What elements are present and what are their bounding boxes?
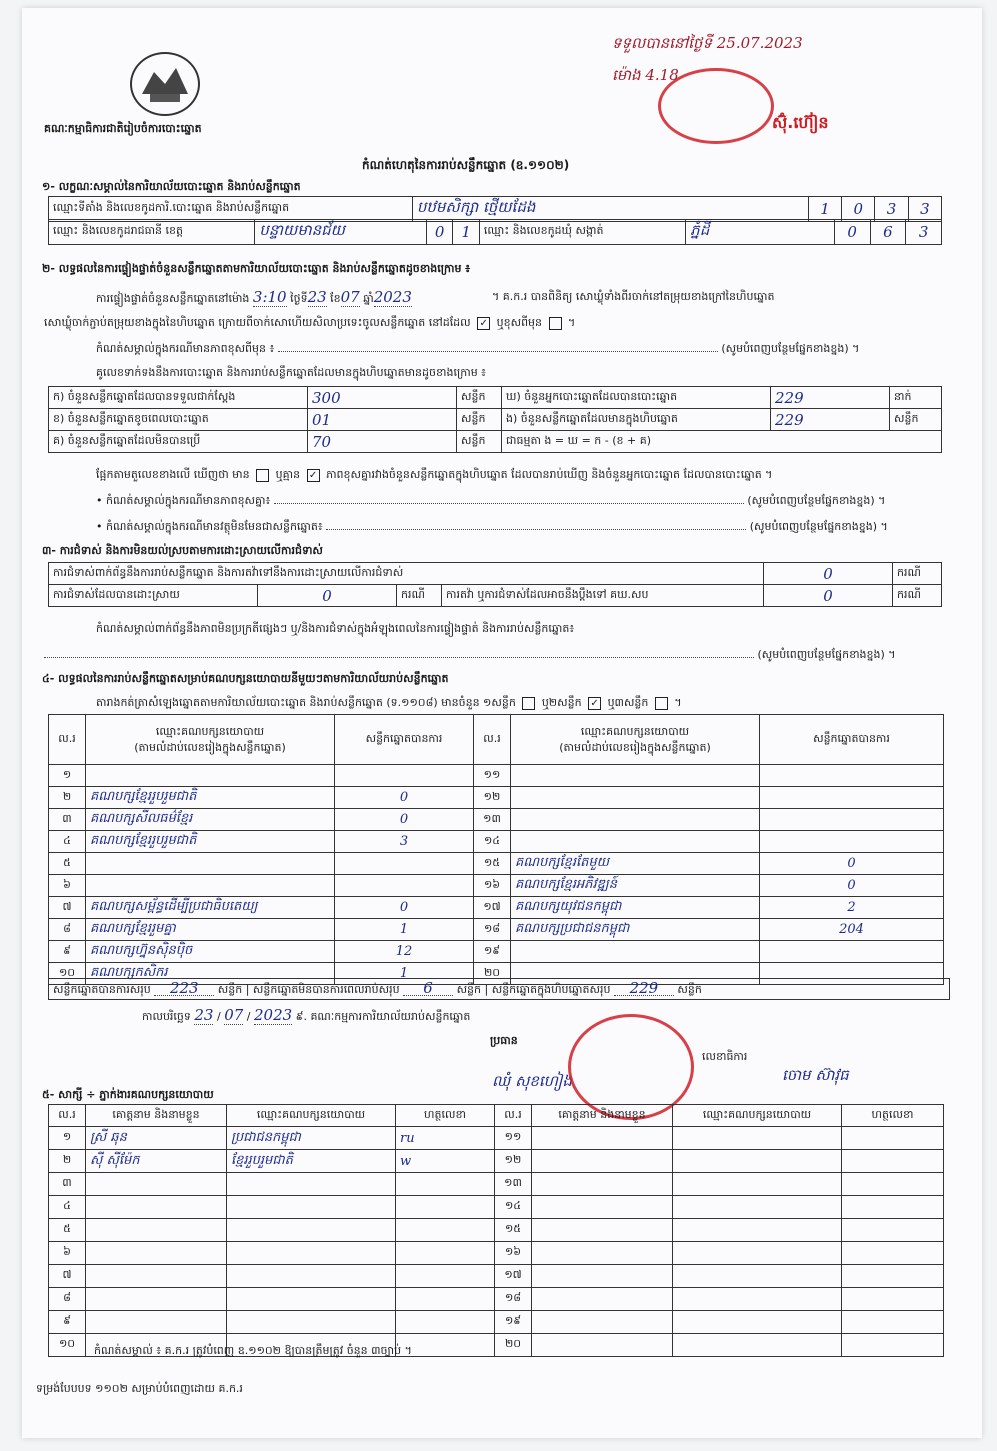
col-no: ល.រ: [49, 715, 86, 765]
totals-line: សន្លឹកឆ្នោតបានការសរុប 223 សន្លឹក | សន្លឹកឆ្នោតមិនបានការពេលរាប់សរុប 6 សន្លឹក | សន្លឹកឆ្នោតក្នុងហិបឆ្នោតសរុប 229 សន្លឹក: [48, 978, 950, 1000]
resolved-label: ការជំទាស់ដែលបានដោះស្រាយ: [49, 585, 258, 607]
diff-note: កំណត់សម្គាល់ក្នុងករណីមានភាពខុសពីមុន ៖ (សូមបំពេញបន្ថែមផ្នែកខាងខ្នង) ។: [96, 342, 860, 355]
party-no: ៨: [49, 919, 86, 941]
chair-label: ប្រធាន: [490, 1034, 518, 1047]
count-unit: សន្លឹក: [457, 387, 502, 409]
col-votes: សន្លឹកឆ្នោតបានការ: [335, 715, 474, 765]
witness-no: ៧: [49, 1265, 86, 1288]
results-row: [49, 897, 944, 919]
verify-line1-suffix: ។ គ.ក.រ បានពិនិត្យ សោឃ្លុំទាំងពីរចាក់នៅតម្រុយខាងក្រៅនៃហិបឆ្នោត: [492, 290, 775, 303]
party-name: [511, 765, 760, 787]
witness-name: [86, 1196, 227, 1219]
witness-no: ៨: [49, 1288, 86, 1311]
col-no: ល.រ: [474, 715, 511, 765]
count-label: គ) ចំនួនសន្លឹកឆ្នោតដែលមិនបានប្រើ: [49, 431, 308, 453]
witness-row: [49, 1288, 944, 1311]
witness-row: [49, 1219, 944, 1242]
party-name: [511, 941, 760, 963]
code-digit: 1: [808, 197, 841, 222]
two-sheet-checkbox[interactable]: ✓: [588, 697, 601, 710]
note1: • កំណត់សម្គាល់ក្នុងករណីមានភាពខុសគ្នា៖ (សូមបំពេញបន្ថែមផ្នែកខាងខ្នង) ។: [96, 494, 886, 507]
party-no: ១៤: [474, 831, 511, 853]
witness-row: [49, 1196, 944, 1219]
witness-party: [227, 1173, 396, 1196]
party-no: ១៦: [474, 875, 511, 897]
party-name: គណបក្សហ្វ៊ុនស៊ិនប៉ិច: [86, 941, 335, 963]
note2: • កំណត់សម្គាល់ក្នុងករណីមានវត្ថុមិនមែនជាសន្លឹកឆ្នោត៖ (សូមបំពេញបន្ថែមផ្នែកខាងខ្នង) ។: [96, 520, 888, 533]
resolved-value: 0: [258, 585, 397, 607]
witness-no: ២០: [495, 1334, 532, 1357]
code-digit: 3: [908, 197, 941, 222]
witness-sign: [396, 1265, 495, 1288]
party-no: ២: [49, 787, 86, 809]
col-name: គោត្តនាម និងនាមខ្លួន: [532, 1105, 673, 1127]
witness-no: ១០: [49, 1334, 86, 1357]
count-unit: សន្លឹក: [890, 409, 942, 431]
results-row: [49, 941, 944, 963]
witness-party: [227, 1288, 396, 1311]
party-no: ៧: [49, 897, 86, 919]
party-votes: 0: [335, 787, 474, 809]
witness-name: [532, 1173, 673, 1196]
witness-sign: [842, 1196, 944, 1219]
count-value: 229: [771, 387, 890, 409]
witness-no: ១២: [495, 1150, 532, 1173]
commune-label: ឈ្មោះ និងលេខកូដឃុំ សង្កាត់: [479, 220, 685, 245]
witness-party: [673, 1265, 842, 1288]
col-party: ឈ្មោះគណបក្សនយោបាយ: [227, 1105, 396, 1127]
party-name: គណបក្សខ្មែរអភិវឌ្ឍន៍: [511, 875, 760, 897]
witness-party: ប្រជាជនកម្ពុជា: [227, 1127, 396, 1150]
party-votes: [760, 809, 944, 831]
party-votes: [760, 941, 944, 963]
results-row: [49, 787, 944, 809]
party-votes: 2: [760, 897, 944, 919]
secretary-label: លេខាធិការ: [702, 1050, 748, 1063]
verify-line2: សោឃ្លុំចាក់ភ្ជាប់តម្រុយខាងក្នុងនៃហិបឆ្នោត ក្រោយពីចាក់សោហើយសិលាប្រទេះចូលសន្លឹកឆ្នោត នៅដដែល ✓ ឬខុសពីមុន ។: [44, 316, 576, 329]
party-votes: 1: [335, 919, 474, 941]
party-name: គណបក្សកសិករ: [86, 963, 335, 985]
party-votes: [760, 787, 944, 809]
results-row: [49, 831, 944, 853]
witness-party: [227, 1196, 396, 1219]
form-title: កំណត់ហេតុនៃការរាប់សន្លឹកឆ្នោត (ឧ.១១០២): [362, 158, 570, 172]
verify-line1: ការផ្ទៀងផ្ទាត់ចំនួនសន្លឹកឆ្នោតនៅម៉ោង 3:10 ថ្ងៃទី23 ខែ07 ឆ្នាំ2023: [96, 288, 412, 306]
polling-station-label: ឈ្មោះទីតាំង និងលេខកូដការិ.បោះឆ្នោត និងរាប់សន្លឹកឆ្នោត: [49, 197, 413, 222]
formula: ជាធម្មតា ង = ឃ = ក - (ខ + គ): [502, 431, 942, 453]
col-no: ល.រ: [49, 1105, 86, 1127]
province-code: 0: [426, 220, 453, 245]
witness-name: ស្រី ឆុន: [86, 1127, 227, 1150]
commune-code: 0: [834, 220, 870, 245]
party-name: គណបក្សសីលធម៌ខ្មែរ: [86, 809, 335, 831]
witness-no: ៣: [49, 1173, 86, 1196]
witness-row: [49, 1150, 944, 1173]
count-label: ក) ចំនួនសន្លឹកឆ្នោតដែលបានទទួលជាក់ស្តែង: [49, 387, 308, 409]
form-id: ទម្រង់បែបបទ ១១០២ សម្រាប់បំពេញដោយ គ.ក.រ: [36, 1382, 243, 1395]
party-votes: [760, 765, 944, 787]
witness-party: [673, 1311, 842, 1334]
party-no: ១៨: [474, 919, 511, 941]
party-name: [86, 765, 335, 787]
witness-no: ១១: [495, 1127, 532, 1150]
objection-label: ការជំទាស់ពាក់ព័ន្ធនឹងការរាប់សន្លឹកឆ្នោត និងការតវ៉ាទៅនឹងការដោះស្រាយលើការជំទាស់: [49, 563, 764, 585]
counts-table: [48, 386, 942, 453]
party-name: គណបក្សប្រជាជនកម្ពុជា: [511, 919, 760, 941]
witness-name: [532, 1150, 673, 1173]
witness-name: [532, 1219, 673, 1242]
witness-party: [227, 1311, 396, 1334]
party-no: ១១: [474, 765, 511, 787]
witness-party: [673, 1196, 842, 1219]
section1-heading: ១- លក្ខណៈសម្គាល់នៃការិយាល័យបោះឆ្នោត និងរាប់សន្លឹកឆ្នោត: [42, 180, 301, 193]
code-digit: 0: [842, 197, 875, 222]
witness-party: [673, 1219, 842, 1242]
section5-heading: ៥- សាក្សី ÷ ភ្នាក់ងារគណបក្សនយោបាយ: [42, 1088, 214, 1101]
party-no: ១០: [49, 963, 86, 985]
same-checkbox[interactable]: ✓: [477, 317, 490, 330]
appeal-value: 0: [764, 585, 893, 607]
party-name: គណបក្សខ្មែររួមគ្នា: [86, 919, 335, 941]
witness-no: ១៤: [495, 1196, 532, 1219]
witness-sign: [842, 1173, 944, 1196]
footer-note: កំណត់សម្គាល់ ៖ គ.ក.រ ត្រូវបំពេញ ឧ.១១០២ ឱ្យបានត្រឹមត្រូវ ចំនួន ៣ច្បាប់ ។: [94, 1344, 412, 1357]
party-no: ៥: [49, 853, 86, 875]
section4-heading: ៤- លទ្ធផលនៃការរាប់សន្លឹកឆ្នោតសម្រាប់គណបក្សនយោបាយនីមួយៗតាមការិយាល័យរាប់សន្លឹកឆ្នោត: [42, 672, 449, 685]
province-label: ឈ្មោះ និងលេខកូដរាជធានី ខេត្ត: [49, 220, 255, 245]
witness-sign: [842, 1242, 944, 1265]
witness-name: ស៊ី ស៊ីម៉ែក: [86, 1150, 227, 1173]
party-votes: [335, 765, 474, 787]
count-unit: សន្លឹក: [457, 409, 502, 431]
witness-sign: [842, 1127, 944, 1150]
party-name: គណបក្សសម្ព័ន្ធដើម្បីប្រជាធិបតេយ្យ: [86, 897, 335, 919]
document-sheet: [22, 8, 982, 1438]
count-value: 300: [308, 387, 457, 409]
witness-row: [49, 1173, 944, 1196]
witness-no: ១: [49, 1127, 86, 1150]
results-row: [49, 919, 944, 941]
col-name: គោត្តនាម និងនាមខ្លួន: [86, 1105, 227, 1127]
party-no: ២០: [474, 963, 511, 985]
count-value: 01: [308, 409, 457, 431]
party-no: ៦: [49, 875, 86, 897]
count-label: ង) ចំនួនសន្លឹកឆ្នោតដែលមានក្នុងហិបឆ្នោត: [502, 409, 771, 431]
results-row: [49, 875, 944, 897]
witness-name: [86, 1219, 227, 1242]
witness-name: [532, 1311, 673, 1334]
objections-table: [48, 562, 942, 607]
party-votes: 0: [335, 897, 474, 919]
col-sign: ហត្ថលេខា: [842, 1105, 944, 1127]
irregularity-note: កំណត់សម្គាល់ពាក់ព័ន្ធនឹងភាពមិនប្រក្រតីផ្សេងៗ ឬ/និងការជំទាស់ក្នុងអំឡុងពេលនៃការផ្ទៀងផ្ទាត់ និងការរាប់សន្លឹកឆ្នោត៖: [96, 622, 575, 635]
party-no: ១៥: [474, 853, 511, 875]
results-table: [48, 714, 944, 985]
stamp-name: ស៊ុំ.ហ៊ៀន: [772, 113, 829, 132]
commune-code: 3: [906, 220, 942, 245]
province-value: បន្ទាយមានជ័យ: [255, 220, 427, 245]
witness-name: [86, 1173, 227, 1196]
witness-party: [673, 1173, 842, 1196]
witness-row: [49, 1242, 944, 1265]
witness-row: [49, 1311, 944, 1334]
col-party: ឈ្មោះគណបក្សនយោបាយ (តាមលំដាប់លេខរៀងក្នុងសន្លឹកឆ្នោត): [511, 715, 760, 765]
party-votes: [335, 875, 474, 897]
resolved-unit: ករណី: [397, 585, 442, 607]
party-name: គណបក្សយុវជនកម្ពុជា: [511, 897, 760, 919]
witness-name: [532, 1196, 673, 1219]
witness-sign: [842, 1311, 944, 1334]
witness-name: [532, 1288, 673, 1311]
witness-party: [227, 1265, 396, 1288]
party-name: [511, 831, 760, 853]
party-no: ១៣: [474, 809, 511, 831]
one-sheet-checkbox[interactable]: [522, 697, 535, 710]
count-label: ឃ) ចំនួនអ្នកបោះឆ្នោតដែលបានបោះឆ្នោត: [502, 387, 771, 409]
different-checkbox[interactable]: [549, 317, 562, 330]
witness-no: ១៥: [495, 1219, 532, 1242]
witness-party: ខ្មែររួបរួមជាតិ: [227, 1150, 396, 1173]
chair-signature: ឈុំ សុខហៀង: [492, 1072, 572, 1090]
date-line: កាលបរិច្ឆេទ 23 / 07 / 2023 ៩. គណៈកម្មការការិយាល័យរាប់សន្លឹកឆ្នោត: [142, 1006, 471, 1024]
count-value: 70: [308, 431, 457, 453]
witness-name: [86, 1288, 227, 1311]
witness-name: [532, 1265, 673, 1288]
col-sign: ហត្ថលេខា: [396, 1105, 495, 1127]
witness-sign: [842, 1150, 944, 1173]
witness-sign: [842, 1334, 944, 1357]
witness-name: [86, 1311, 227, 1334]
party-name: [86, 875, 335, 897]
section2-heading: ២- លទ្ធផលនៃការផ្ទៀងផ្ទាត់ចំនួនសន្លឹកឆ្នោតតាមការិយាល័យបោះឆ្នោត និងរាប់សន្លឹកឆ្នោតដូចខាងក្រោម ៖: [42, 262, 471, 275]
province-code: 1: [453, 220, 480, 245]
witness-row: [49, 1265, 944, 1288]
party-name: គណបក្សខ្មែរតែមួយ: [511, 853, 760, 875]
witness-sign: [396, 1219, 495, 1242]
witness-no: ៦: [49, 1242, 86, 1265]
col-party: ឈ្មោះគណបក្សនយោបាយ (តាមលំដាប់លេខរៀងក្នុងសន្លឹកឆ្នោត): [86, 715, 335, 765]
nec-logo: [130, 52, 200, 116]
stamp-handwriting-1: ទទួលបាននៅថ្ងៃទី 25.07.2023: [612, 34, 803, 52]
results-row: [49, 765, 944, 787]
witness-no: ១៣: [495, 1173, 532, 1196]
witness-name: [86, 1265, 227, 1288]
party-votes: 12: [335, 941, 474, 963]
witness-party: [673, 1334, 842, 1357]
party-no: ១៩: [474, 941, 511, 963]
witness-sign: [842, 1219, 944, 1242]
party-name: គណបក្សខ្មែររួបរួមជាតិ: [86, 787, 335, 809]
stamp-handwriting-2: ម៉ោង 4.18: [612, 66, 679, 84]
appeal-label: ការតវ៉ា ឬការជំទាស់ដែលអាចនឹងប្តឹងទៅ គឃ.សប: [442, 585, 764, 607]
witness-party: [673, 1127, 842, 1150]
party-votes: 0: [760, 875, 944, 897]
party-name: គណបក្សខ្មែររួបរួមជាតិ: [86, 831, 335, 853]
party-votes: [760, 831, 944, 853]
section3-heading: ៣- ការជំទាស់ និងការមិនយល់ស្របតាមការដោះស្រាយលើការជំទាស់: [42, 544, 323, 557]
witness-sign: [396, 1288, 495, 1311]
code-digit: 3: [875, 197, 908, 222]
org-name: គណៈកម្មាធិការជាតិរៀបចំការបោះឆ្នោត: [44, 122, 202, 135]
witness-party: [673, 1288, 842, 1311]
witness-no: ១៩: [495, 1311, 532, 1334]
witness-party: [673, 1150, 842, 1173]
witness-party: [227, 1242, 396, 1265]
objection-value: 0: [764, 563, 893, 585]
witness-sign: [396, 1311, 495, 1334]
witness-no: ១៨: [495, 1288, 532, 1311]
counts-intro: គូលេខទាក់ទងនឹងការបោះឆ្នោត និងការរាប់សន្លឹកឆ្នោតដែលមានក្នុងហិបឆ្នោតមានដូចខាងក្រោម ៖: [96, 366, 487, 379]
results-row: [49, 853, 944, 875]
witness-sign: [396, 1173, 495, 1196]
party-no: ១: [49, 765, 86, 787]
witness-name: [532, 1334, 673, 1357]
objection-unit: ករណី: [893, 563, 942, 585]
witness-no: ៩: [49, 1311, 86, 1334]
col-no: ល.រ: [495, 1105, 532, 1127]
witness-sign: [842, 1265, 944, 1288]
party-votes: 1: [335, 963, 474, 985]
party-votes: 204: [760, 919, 944, 941]
party-votes: 0: [760, 853, 944, 875]
party-name: [86, 853, 335, 875]
party-no: ៤: [49, 831, 86, 853]
party-no: ១៧: [474, 897, 511, 919]
col-party: ឈ្មោះគណបក្សនយោបាយ: [673, 1105, 842, 1127]
witness-name: [532, 1242, 673, 1265]
commune-value: ភ្នំដី: [686, 220, 835, 245]
count-label: ខ) ចំនួនសន្លឹកឆ្នោតខូចពេលបោះឆ្នោត: [49, 409, 308, 431]
witness-no: ២: [49, 1150, 86, 1173]
results-row: [49, 809, 944, 831]
witness-name: [86, 1242, 227, 1265]
party-votes: [335, 853, 474, 875]
three-sheet-checkbox[interactable]: [655, 697, 668, 710]
witness-sign: [842, 1288, 944, 1311]
count-unit: នាក់: [890, 387, 942, 409]
tally-sheet-line: តារាងកត់ត្រាសំឡេងឆ្នោតតាមការិយាល័យបោះឆ្នោត និងរាប់សន្លឹកឆ្នោត (ទ.១១០៨) មានចំនួន ១សន្លឹក ឬ២សន្លឹក ✓ ឬ៣សន្លឹក ។: [96, 696, 682, 709]
party-no: ៩: [49, 941, 86, 963]
witness-party: [227, 1219, 396, 1242]
witness-name: [532, 1127, 673, 1150]
party-name: [511, 809, 760, 831]
irregularity-note-hint: (សូមបំពេញបន្ថែមផ្នែកខាងខ្នង) ។: [44, 648, 944, 662]
party-votes: 3: [335, 831, 474, 853]
witness-no: ១៦: [495, 1242, 532, 1265]
secretary-signature: ចោម ស៊ាវុធ: [782, 1066, 849, 1084]
col-votes: សន្លឹកឆ្នោតបានការ: [760, 715, 944, 765]
official-stamp: [658, 68, 774, 144]
witness-sign: [396, 1242, 495, 1265]
party-votes: 0: [335, 809, 474, 831]
witness-no: ១៧: [495, 1265, 532, 1288]
witness-sign: w: [396, 1150, 495, 1173]
witness-no: ៤: [49, 1196, 86, 1219]
witness-party: [673, 1242, 842, 1265]
count-value: 229: [771, 409, 890, 431]
discrepancy-line: ផ្អែកតាមតួលេខខាងលើ ឃើញថា មាន ឬគ្មាន ✓ ភាពខុសគ្នារវាងចំនួនសន្លឹកឆ្នោតក្នុងហិបឆ្នោត ដែលបានរាប់ឃើញ និងចំនួនអ្នកបោះឆ្នោត ដែលបានបោះឆ្នោត ។: [96, 468, 773, 481]
witness-sign: ru: [396, 1127, 495, 1150]
witness-table: [48, 1104, 944, 1357]
witness-no: ៥: [49, 1219, 86, 1242]
witness-row: [49, 1127, 944, 1150]
commune-code: 6: [870, 220, 906, 245]
witness-sign: [396, 1196, 495, 1219]
section1-table-row2: [48, 219, 942, 245]
appeal-unit: ករណី: [893, 585, 942, 607]
polling-station-value: បឋមសិក្សា ថ្មើយដែង: [412, 197, 808, 222]
count-unit: សន្លឹក: [457, 431, 502, 453]
party-no: ១២: [474, 787, 511, 809]
party-no: ៣: [49, 809, 86, 831]
has-diff-checkbox[interactable]: [256, 469, 269, 482]
no-diff-checkbox[interactable]: ✓: [307, 469, 320, 482]
party-name: [511, 787, 760, 809]
